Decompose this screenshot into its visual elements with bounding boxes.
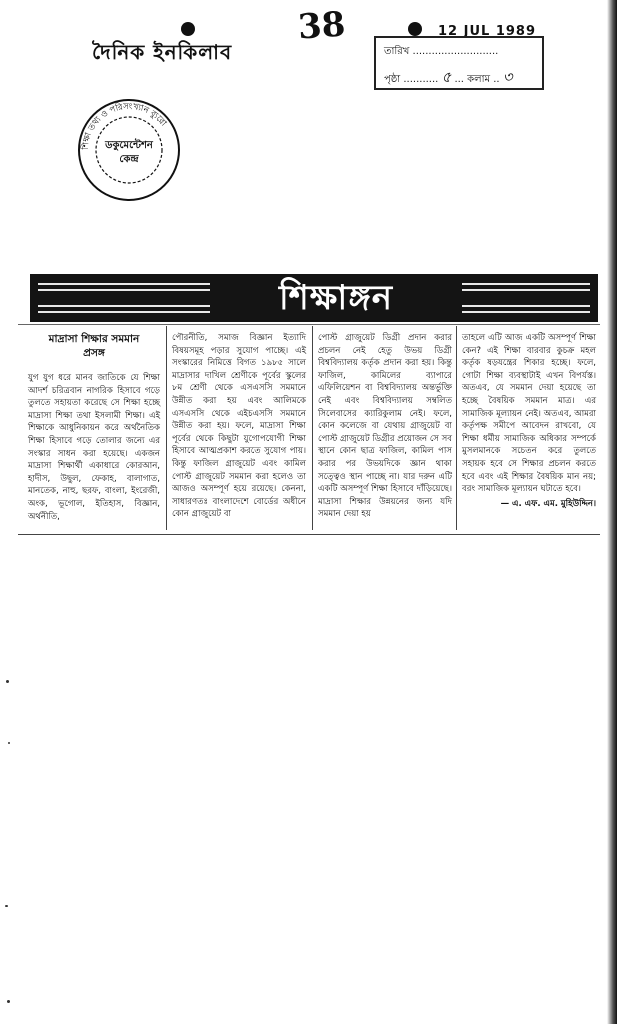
scan-speck xyxy=(8,742,10,744)
column-divider xyxy=(166,326,167,530)
seal-center-line-2: কেন্দ্র xyxy=(119,154,139,165)
article-top-rule xyxy=(18,324,600,325)
scan-edge-shadow xyxy=(607,0,617,1024)
section-title: শিক্ষাঙ্গন xyxy=(210,274,462,322)
article-column-2 xyxy=(172,332,306,521)
scan-speck xyxy=(5,905,8,907)
headline-line-1: মাদ্রাসা শিক্ষার সমমান xyxy=(48,333,140,345)
headline-line-2: প্রসঙ্গ xyxy=(83,347,105,359)
column-divider xyxy=(312,326,313,530)
seal-center-line-1: ডকুমেন্টেশন xyxy=(105,140,153,151)
column-4-text: তাহলে এটি আজ একটি অসম্পূর্ণ শিক্ষা কেন? এই শিক্ষা বারবার কুচক্র মহল কর্তৃক ষড়যন্ত্রের শিকার হচ্ছে। ফলে, গোটা শিক্ষা ব্যবস্থাটাই এখন বিপর্যস্ত। অতএব, যে সমমান দেয়া হয়েছে তা হচ্ছে বৈষয়িক সমমান মাত্র। এর সামাজিক মূল্যায়ন নেই। অতএব, আমরা কর্তৃপক্ষ সমীপে আবেদন রাখবো, যে শিক্ষা ধর্মীয় সামাজিক অধিকার সম্পর্কে মুসলমানকে সচেতন করে তুলতে সহায়ক হবে সে শিক্ষার প্রচলন করতে হবে এবং এই শিক্ষার বৈষয়িক মান নয়; বরং সামাজিক মূল্যায়ন ঘটাতে হবে। xyxy=(462,333,596,495)
punch-hole xyxy=(408,22,422,36)
article-column-4 xyxy=(462,332,596,510)
section-banner xyxy=(30,274,598,322)
column-3-text: পোস্ট গ্রাজুয়েট ডিগ্রী প্রদান করার প্রচলন নেই হেতু উভয় ডিগ্রী বিশ্ববিদ্যালয় কর্তৃক প্রদান করা হয়। কিন্তু ফাজিল, কামিলের ব্যাপারে এফিলিয়েশন বা বিশ্ববিদ্যালয় অন্তর্ভুক্তি নেই এবং বিশ্ববিদ্যালয় সম্বলিত সিলেবাসের ক্যারিকুলাম নেই। ফলে, কোন কলেজে বা যেথায় গ্রাজুয়েট বা পোস্ট গ্রাজুয়েট ডিগ্রীর প্রয়োজন সে সব স্থানে কোন ছাত্র ফাজিল, কামিল পাস করার পর উভয়দিকে জ্ঞান থাকা সত্ত্বেও স্থান পাচ্ছে না। যার দরুন এটি একটি অসম্পূর্ণ শিক্ষা হিসাবে দাঁড়িয়েছে। মাদ্রাসা শিক্ষার উন্নয়নের জন্য যদি সমমান দেয়া হয় xyxy=(318,333,452,520)
column-divider xyxy=(456,326,457,530)
seal-ring-text: শিক্ষা তথ্য ও পরিসংখ্যান ব্যুরো xyxy=(80,101,169,151)
clipping-record-stamp xyxy=(374,36,544,90)
article-bottom-rule xyxy=(18,534,600,535)
article-byline: — এ. এফ. এম. মুহিউদ্দিন। xyxy=(500,498,596,509)
scan-speck xyxy=(6,680,9,683)
newspaper-name: দৈনিক ইনকিলাব xyxy=(92,40,233,64)
article-headline xyxy=(28,332,160,360)
article-column-3 xyxy=(318,332,452,521)
column-value: ৩ xyxy=(502,68,513,86)
page-column-row: পৃষ্ঠা ........... ৫ ... কলাম .. ৩ xyxy=(384,68,513,86)
date-stamp: 12 JUL 1989 xyxy=(438,24,537,39)
page-label: পৃষ্ঠা xyxy=(384,74,401,85)
handwritten-page-number: 38 xyxy=(296,4,347,48)
date-label: তারিখ xyxy=(384,46,410,57)
column-2-text: পৌরনীতি, সমাজ বিজ্ঞান ইত্যাদি বিষয়সমূহ পড়ার সুযোগ পাচ্ছে। এই সংস্কারের নিমিত্তে বিগত ১৯৮৫ সালে মাদ্রাসার দাখিল শ্রেণীকে পূর্বের স্কুলের ৮ম শ্রেণী থেকে এসএসসি সমমানে উন্নীত করা হয় এবং আলিমকে এসএসসি থেকে এইচএসসি সমমানে উন্নীত করা হয়। ফলে, মাদ্রাসা শিক্ষা পূর্বের থেকে কিছুটা যুগোপযোগী শিক্ষা হিসাবে আত্মপ্রকাশ করতে সুযোগ পায়। কিন্তু ফাজিল গ্রাজুয়েট এবং কামিল পোস্ট গ্রাজুয়েট সমমান করা হলেও তা আজও অসম্পূর্ণ হয়ে রয়েছে। কেননা, সাধারণতঃ বাংলাদেশে বোর্ডের অধীনে কোন গ্রাজুয়েট বা xyxy=(172,333,306,520)
date-row: তারিখ ........................... xyxy=(384,46,499,57)
scan-speck xyxy=(7,1000,10,1003)
article-column-1 xyxy=(28,332,160,523)
column-label: কলাম xyxy=(467,74,491,85)
column-1-text: যুগ যুগ ধরে মানব জাতিকে যে শিক্ষা আদর্শ চরিত্রবান নাগরিক হিসাবে গড়ে তুলতে সহায়তা করেছে সে শিক্ষা হচ্ছে মাদ্রাসা শিক্ষা তথা ইসলামী শিক্ষা। এই শিক্ষাকে আধুনিকায়ন করে অর্থনৈতিক শিক্ষা হিসাবে গড়ে তোলার জন্যে এর সংস্কার সাধন করা হয়েছে। একজন মাদ্রাসা শিক্ষার্থী একাধারে কোরআন, হাদীস, উছুল, ফেকাহ, বালাগাত, মানতেক, নাহু, ছরফ, বাংলা, ইংরেজী, অংক, ভূগোল, ইতিহাস, বিজ্ঞান, অর্থনীতি, xyxy=(28,373,160,522)
punch-hole xyxy=(181,22,195,36)
page-value: ৫ xyxy=(441,68,452,86)
documentation-center-seal xyxy=(74,98,184,202)
